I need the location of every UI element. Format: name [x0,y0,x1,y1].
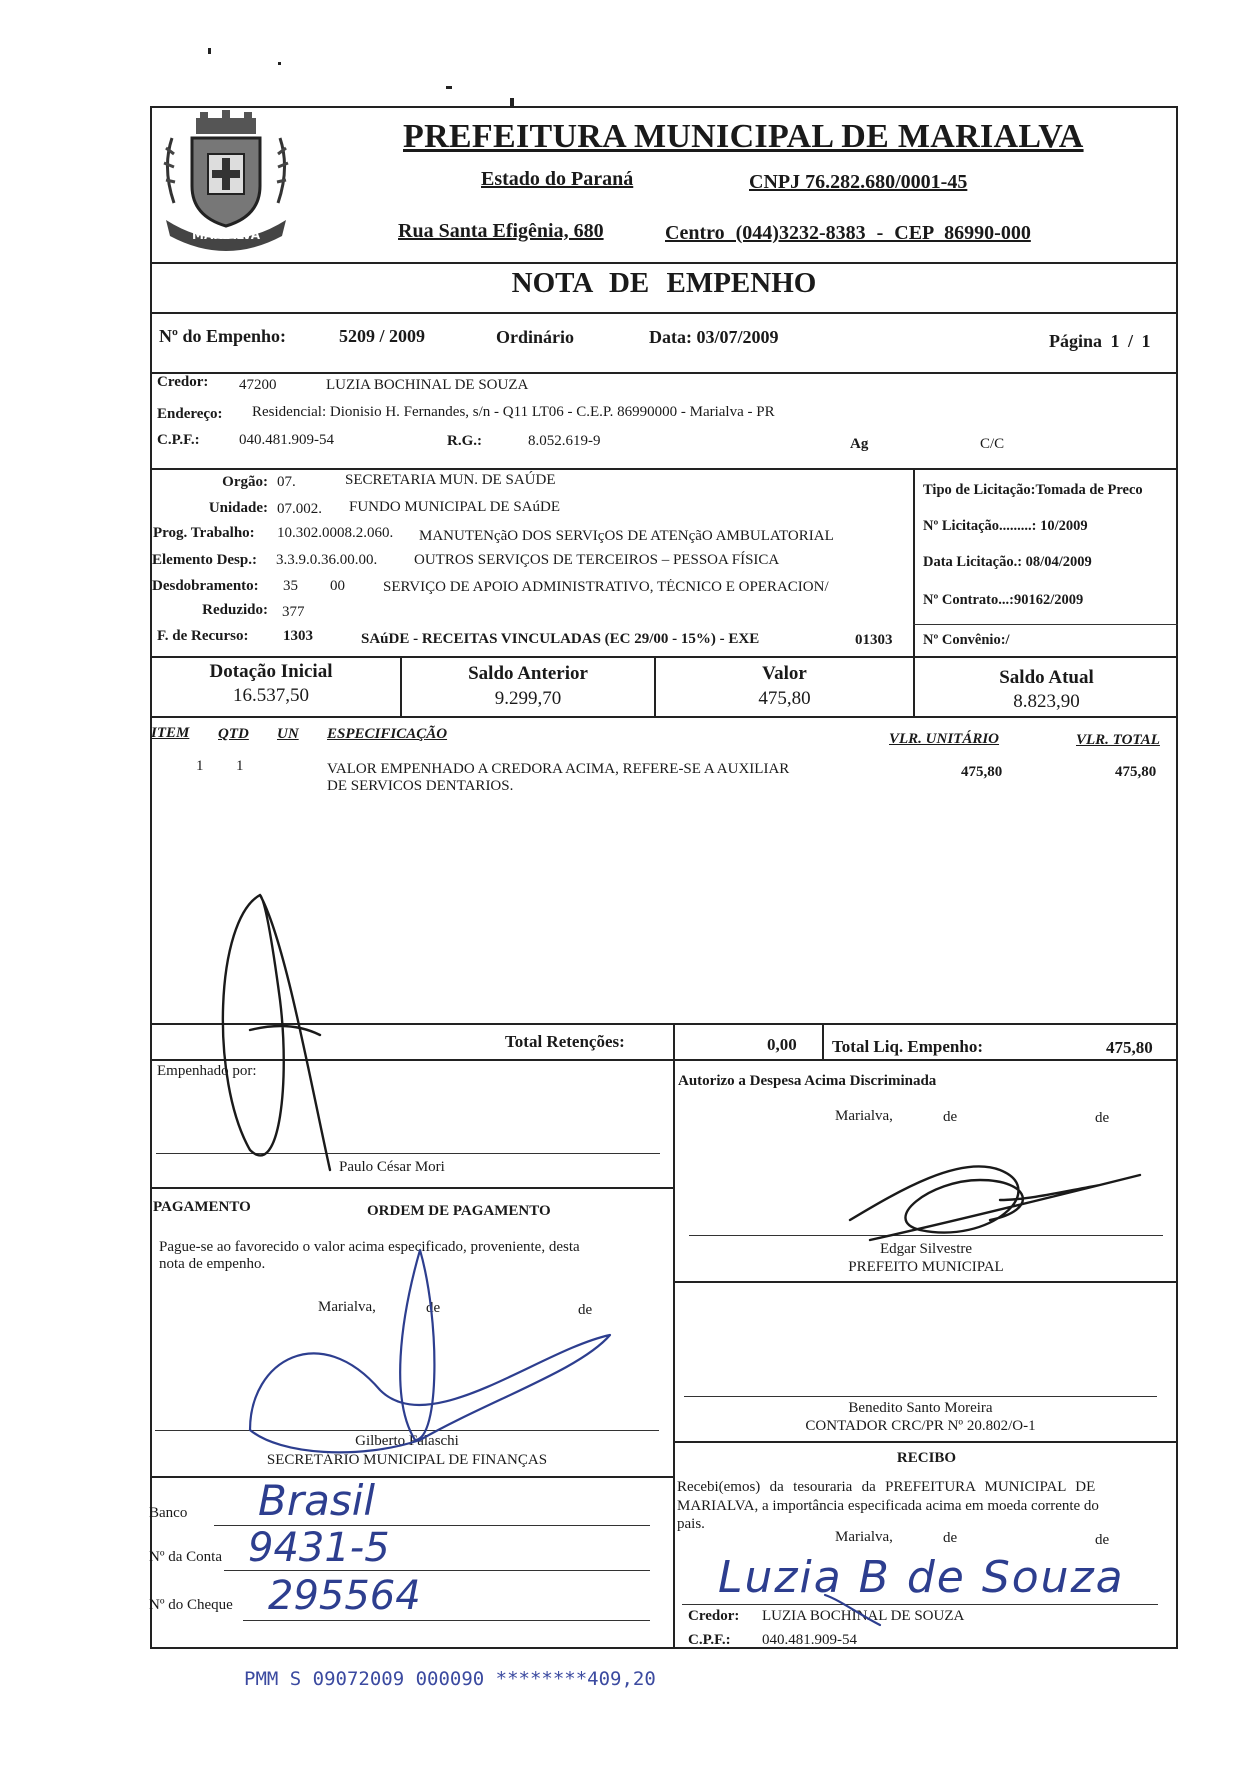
divider [822,1023,824,1059]
address-label: Endereço: [157,406,223,422]
address-contact: Centro (044)3232-8383 - CEP 86990-000 [665,222,1031,244]
recibo-text-2: MARIALVA, a importância especificada acima em moeda corrente do [677,1498,1099,1514]
credor-signature-mark [820,1590,900,1630]
unidade-name: FUNDO MUNICIPAL DE SAúDE [349,499,560,515]
col-vlr-total: VLR. TOTAL [1076,732,1160,748]
divider [673,1059,675,1649]
pagamento-text-1: Pague-se ao favorecido o valor acima especificado, proveniente, desta [159,1239,580,1255]
row-qtd: 1 [236,758,244,774]
convenio-numero: Nº Convênio:/ [923,632,1010,648]
state-name: Estado do Paraná [481,168,634,190]
elemento-name: OUTROS SERVIÇOS DE TERCEIROS – PESSOA FÍSICA [414,552,780,568]
valor-value: 475,80 [758,688,811,709]
col-item: ITEM [151,725,190,741]
total-retencoes-value: 0,00 [767,1035,797,1054]
scan-mark [510,98,514,106]
pagamento-city: Marialva, [318,1299,376,1315]
divider [150,1187,673,1189]
banco-value: Brasil [258,1476,376,1525]
autorizo-de1: de [943,1109,958,1125]
document-title: NOTA DE EMPENHO [511,267,817,299]
divider [673,1023,675,1059]
divider [673,1281,1178,1283]
reduzido-value: 377 [282,604,305,620]
pagamento-de1: de [426,1300,441,1316]
coat-of-arms-logo [152,108,300,258]
total-retencoes-label: Total Retenções: [505,1032,625,1051]
row-vlr-total: 475,80 [1115,764,1157,780]
recibo-text-1: Recebi(emos) da tesouraria da PREFEITURA MUNICIPAL DE [677,1479,1096,1495]
contrato-numero: Nº Contrato...:90162/2009 [923,592,1084,608]
divider [150,262,1178,264]
elemento-code: 3.3.9.0.36.00.00. [276,552,378,568]
pagamento-label: PAGAMENTO [153,1199,251,1215]
desdobramento-b: 00 [330,578,345,594]
divider [150,1476,673,1478]
empenhado-label: Empenhado por: [157,1063,257,1079]
total-liquido-label: Total Liq. Empenho: [832,1037,983,1056]
divider [150,716,1178,718]
row-vlr-unitario: 475,80 [961,764,1003,780]
saldo-atual-value: 8.823,90 [1013,691,1080,712]
ordem-pagamento-label: ORDEM DE PAGAMENTO [367,1203,551,1219]
pagamento-de2: de [578,1302,593,1318]
desdobramento-name: SERVIÇO DE APOIO ADMINISTRATIVO, TÉCNICO E OPERACION/ [383,579,829,595]
prefeito-role: PREFEITO MUNICIPAL [848,1259,1004,1275]
divider [150,372,1178,374]
recibo-de1: de [943,1530,958,1546]
col-vlr-unitario: VLR. UNITÁRIO [889,731,1000,747]
secretario-signature [240,1240,620,1460]
recurso-number: 01303 [855,632,893,648]
recibo-de2: de [1095,1532,1110,1548]
banco-label: Banco [149,1505,188,1521]
credor-rg: 8.052.619-9 [528,433,601,449]
row-especificacao-2: DE SERVICOS DENTARIOS. [327,778,514,794]
account-label: C/C [980,436,1005,452]
autorizo-label: Autorizo a Despesa Acima Discriminada [678,1073,937,1089]
saldo-anterior-label: Saldo Anterior [468,663,588,684]
unidade-label: Unidade: [208,500,268,516]
empenho-number: 5209 / 2009 [339,326,426,346]
col-especificacao: ESPECIFICAÇÃO [327,726,448,742]
empenho-number-label: Nº do Empenho: [159,326,286,346]
page-number: Página 1 / 1 [1049,331,1151,351]
dotacao-value: 16.537,50 [233,685,309,706]
empenhado-signature [210,880,360,1180]
recurso-name: SAúDE - RECEITAS VINCULADAS (EC 29/00 - 15%) - EXE [361,631,760,647]
unidade-code: 07.002. [277,501,322,517]
empenho-date: Data: 03/07/2009 [649,327,779,347]
licitacao-numero: Nº Licitação.........: 10/2009 [923,518,1088,534]
empenho-type: Ordinário [496,327,575,347]
divider [673,1441,1178,1443]
saldo-atual-label: Saldo Atual [999,667,1094,688]
credor-address: Residencial: Dionisio H. Fernandes, s/n - Q11 LT06 - C.E.P. 86990000 - Marialva - PR [252,404,775,420]
reduzido-label: Reduzido: [202,602,268,618]
cheque-value: 295564 [268,1573,421,1619]
dotacao-label: Dotação Inicial [209,661,333,682]
divider [150,312,1178,314]
divider [913,624,1178,625]
recibo-credor-label: Credor: [688,1608,740,1624]
saldo-anterior-value: 9.299,70 [494,688,562,709]
divider [913,468,915,658]
recibo-signature: Luzia B de Souza [718,1552,1125,1603]
svg-text:MARIALVA: MARIALVA [192,228,260,242]
prog-name: MANUTENçãO DOS SERVIçOS DE ATENçãO AMBULATORIAL [419,528,834,544]
cheque-label: Nº do Cheque [149,1597,233,1613]
divider [150,656,1178,658]
total-liquido-value: 475,80 [1106,1038,1153,1057]
recibo-text-3: pais. [677,1516,705,1532]
contador-name: Benedito Santo Moreira [848,1400,993,1416]
credor-code: 47200 [239,377,277,393]
recurso-label: F. de Recurso: [157,628,249,644]
row-item: 1 [196,758,204,774]
recibo-label: RECIBO [896,1450,957,1466]
valor-label: Valor [762,663,807,684]
licitacao-tipo: Tipo de Licitação:Tomada de Preco [923,482,1143,498]
conta-label: Nº da Conta [149,1549,222,1565]
cnpj-number: CNPJ 76.282.680/0001-45 [749,171,968,193]
pagamento-text-2: nota de empenho. [159,1256,266,1272]
prog-label: Prog. Trabalho: [153,525,255,541]
orgao-label: Orgão: [222,474,268,490]
payment-stamp: PMM S 09072009 000090 ********409,20 [244,1668,656,1690]
secretario-name: Gilberto Falaschi [355,1433,459,1449]
credor-name: LUZIA BOCHINAL DE SOUZA [326,377,529,393]
licitacao-data: Data Licitação.: 08/04/2009 [923,554,1092,570]
cpf-label: C.P.F.: [157,432,200,448]
elemento-label: Elemento Desp.: [152,552,257,568]
desdobramento-label: Desdobramento: [152,578,259,594]
secretario-role: SECRETÁRIO MUNICIPAL DE FINANÇAS [266,1452,548,1468]
field-line [243,1620,650,1621]
credor-label: Credor: [157,374,209,390]
municipality-title: PREFEITURA MUNICIPAL DE MARIALVA [403,118,1084,155]
signature-line [684,1396,1157,1397]
recurso-code: 1303 [283,628,313,644]
conta-value: 9431-5 [248,1525,390,1571]
recibo-cpf-label: C.P.F.: [688,1632,731,1648]
col-un: UN [277,726,299,742]
orgao-code: 07. [277,474,296,490]
row-especificacao-1: VALOR EMPENHADO A CREDORA ACIMA, REFERE-SE A AUXILIAR [327,761,790,777]
agency-label: Ag [850,436,869,452]
rg-label: R.G.: [447,433,482,449]
recibo-credor-name: LUZIA BOCHINAL DE SOUZA [762,1608,965,1624]
street-address: Rua Santa Efigênia, 680 [398,220,604,242]
scan-mark [446,86,452,89]
contador-role: CONTADOR CRC/PR Nº 20.802/O-1 [805,1418,1036,1434]
recibo-city: Marialva, [835,1529,893,1545]
col-qtd: QTD [218,726,249,742]
divider [150,468,1178,470]
scan-mark [278,62,281,65]
recibo-cpf: 040.481.909-54 [762,1632,857,1648]
prog-code: 10.302.0008.2.060. [277,525,394,541]
scan-mark [208,48,211,54]
empenhado-name: Paulo César Mori [339,1159,445,1175]
desdobramento-a: 35 [283,578,298,594]
prefeito-signature [840,1150,1150,1260]
autorizo-de2: de [1095,1110,1110,1126]
autorizo-city: Marialva, [835,1108,893,1124]
credor-cpf: 040.481.909-54 [239,432,334,448]
signature-line [682,1604,1158,1605]
prefeito-name: Edgar Silvestre [879,1241,973,1257]
orgao-name: SECRETARIA MUN. DE SAÚDE [345,472,556,488]
